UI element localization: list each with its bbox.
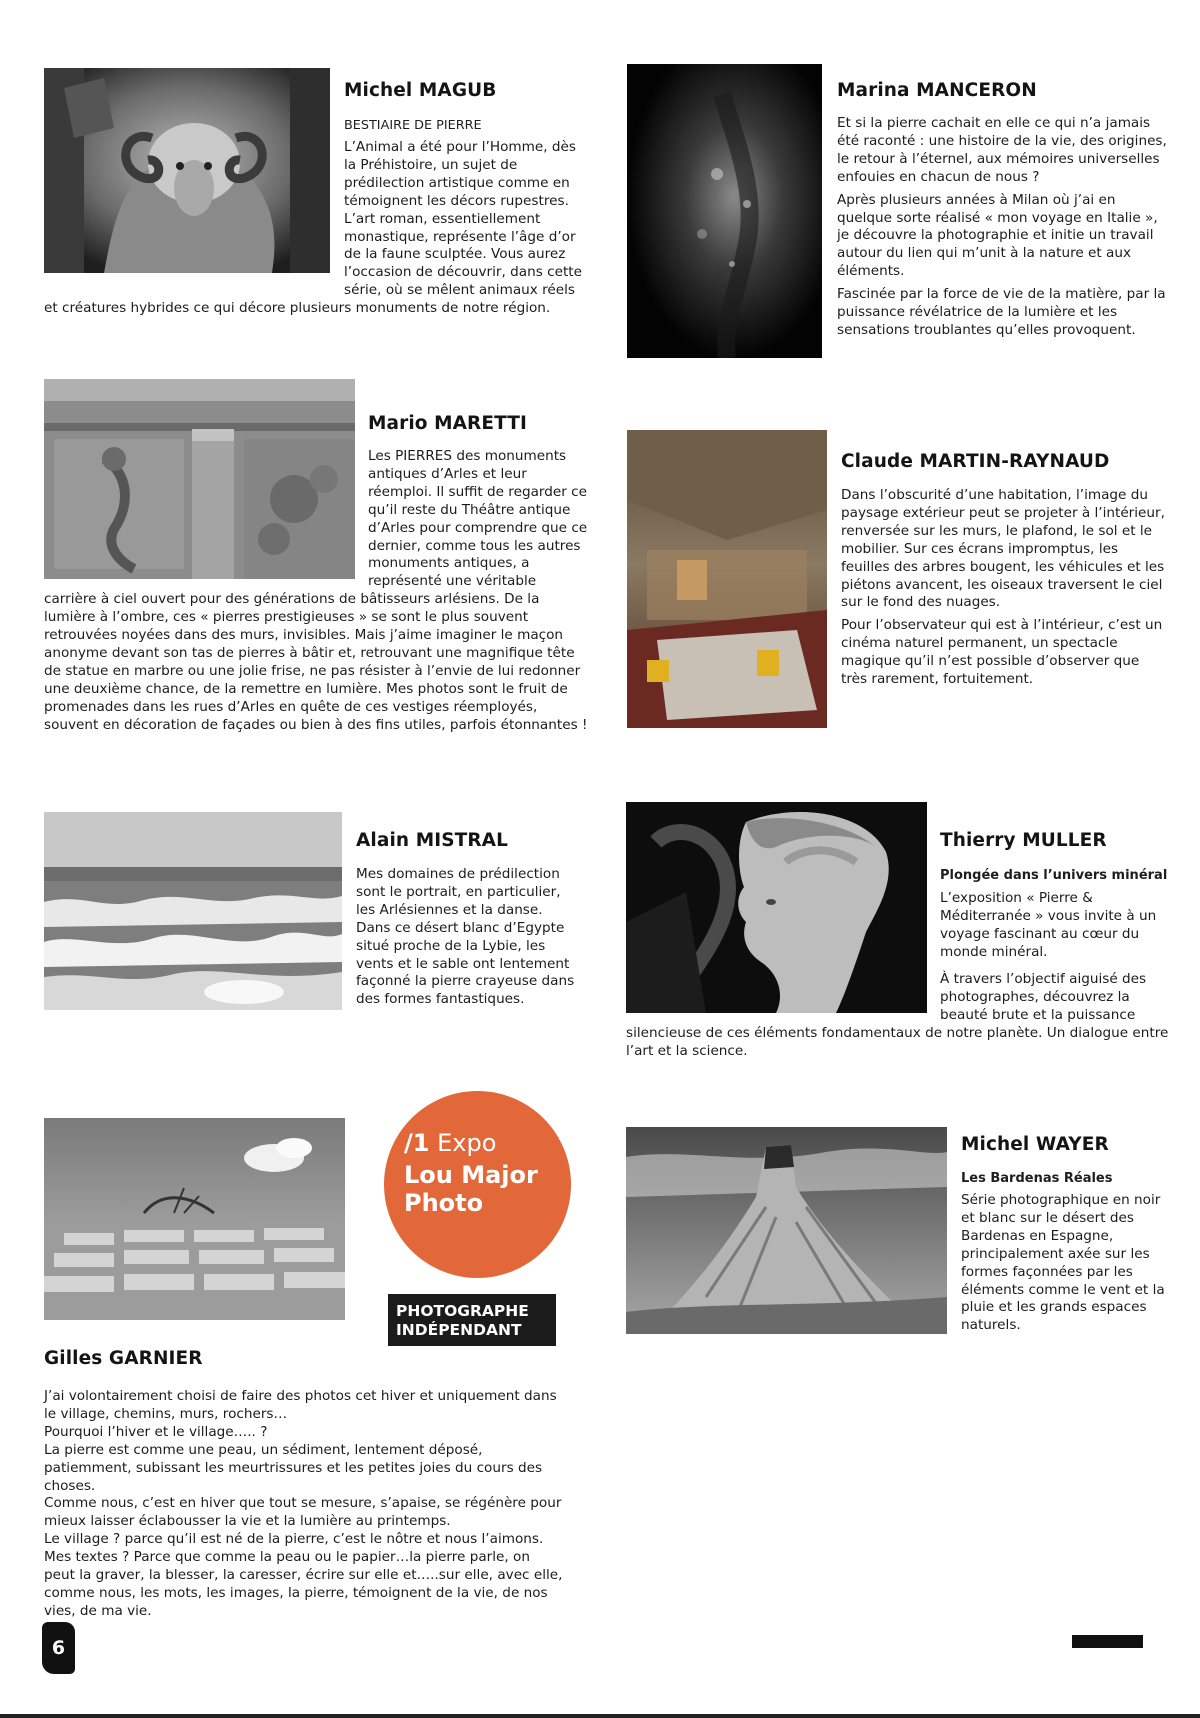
- photo-wayer-bardenas-butte: [626, 1127, 947, 1334]
- photographer-text-martin-raynaud: [841, 487, 1166, 694]
- garnier-line: La pierre est comme une peau, un sédiment, lentement déposé, patiemment, subissant les meurtrissures et les petites joies du cours des choses.: [44, 1441, 543, 1494]
- photographer-text-muller-p2-body: À travers l’objectif aiguisé des photographes, découvrez la beauté brute et la puissance silencieuse de ces éléments fondamentaux de notre planète. Un dialogue entre l’art et la science.: [626, 971, 1169, 1059]
- garnier-line: J’ai volontairement choisi de faire des photos cet hiver et uniquement dans le village, chemins, murs, rochers…: [44, 1388, 557, 1422]
- page-number: 6: [42, 1622, 75, 1674]
- photographer-subtitle-wayer: Les Bardenas Réales: [961, 1171, 1113, 1186]
- photographer-name-maretti: Mario MARETTI: [368, 413, 527, 434]
- martin-raynaud-paragraph: Pour l’observateur qui est à l’intérieur, c’est un cinéma naturel permanent, un spectacle magique qu’il n’est possible d’observer que très rarement, fortuitement.: [841, 617, 1163, 688]
- photo-garnier-winter-village: [44, 1118, 345, 1320]
- photographer-name-wayer: Michel WAYER: [961, 1134, 1109, 1155]
- manceron-paragraph: Après plusieurs années à Milan où j’ai en quelque sorte réalisé « mon voyage en Italie », je découvre la photographie et initie un travail autour du lien qui m’unit à la nature et aux éléments.: [837, 191, 1158, 280]
- photographer-text-garnier: [44, 1388, 564, 1621]
- manceron-paragraph: Fascinée par la force de vie de la matière, par la puissance révélatrice de la lumière et les sensations troublantes qu’elles provoquent.: [837, 286, 1166, 338]
- status-badge-line2: INDÉPENDANT: [396, 1321, 522, 1339]
- manceron-paragraph: Et si la pierre cachait en elle ce qui n’a jamais été raconté : une histoire de la vie, des origines, le retour à l’éternel, aux mémoires universelles enfouies en chacun de nous ?: [837, 115, 1167, 185]
- photo-manceron-dark-stone: [627, 64, 822, 358]
- expo-badge-word: Expo: [437, 1129, 497, 1157]
- status-badge: [388, 1294, 556, 1346]
- photographer-text-muller-p1: L’exposition « Pierre & Méditerranée » vous invite à un voyage fascinant au cœur du monde minéral.: [940, 890, 1157, 960]
- photographer-text-magub-body: L’Animal a été pour l’Homme, dès la Préhistoire, un sujet de prédilection artistique comme en témoignent les décors rupestres. L’art roman, essentiellement monastique, représente l’âge d’or de la faune sculptée. Vous aurez l’occasion de découvrir, dans cette série, où se mêlent animaux réels et créatures hybrides ce qui décore plusieurs monuments de notre région.: [44, 139, 582, 317]
- photographer-text-muller-p2: [626, 971, 1172, 1061]
- expo-badge-line2: Lou Major: [404, 1161, 538, 1189]
- photographer-text-wayer: Série photographique en noir et blanc sur le désert des Bardenas en Espagne, principalement axée sur les formes façonnées par les éléments comme le vent et la pluie et les grands espaces naturels.: [961, 1192, 1165, 1334]
- photo-martin-raynaud-camera-obscura: [627, 430, 827, 728]
- photographer-text-magub: [44, 139, 584, 318]
- garnier-line: Le village ? parce qu’il est né de la pierre, c’est le nôtre et nous l’aimons.: [44, 1531, 544, 1548]
- photo-mistral-white-desert: [44, 812, 342, 1010]
- photographer-name-garnier: Gilles GARNIER: [44, 1348, 203, 1369]
- photographer-name-mistral: Alain MISTRAL: [356, 830, 508, 851]
- expo-badge-number: /1: [404, 1129, 430, 1157]
- bottom-border: [0, 1714, 1200, 1718]
- photographer-name-martin-raynaud: Claude MARTIN-RAYNAUD: [841, 451, 1110, 472]
- garnier-line: Pourquoi l’hiver et le village….. ?: [44, 1423, 268, 1440]
- status-badge-line1: PHOTOGRAPHE: [396, 1302, 529, 1320]
- photographer-text-mistral: Mes domaines de prédilection sont le portrait, en particulier, les Arlésiennes et la danse. Dans ce désert blanc d’Egypte situé proche de la Lybie, les vents et le sable ont lentement façonné la pierre crayeuse dans des formes fantastiques.: [356, 866, 575, 1008]
- footer-bar: [1072, 1635, 1143, 1648]
- garnier-line: Comme nous, c’est en hiver que tout se mesure, s’apaise, se régénère pour mieux laisser éclabousser la vie et la lumière au printemps.: [44, 1495, 562, 1530]
- expo-badge: [384, 1091, 571, 1278]
- garnier-line: Mes textes ? Parce que comme la peau ou le papier…la pierre parle, on peut la graver, la blesser, la caresser, écrire sur elle et…..sur elle, avec elle, comme nous, les mots, les images, la pierre, témoignent de la vie, de nos vies, de ma vie.: [44, 1549, 563, 1619]
- martin-raynaud-paragraph: Dans l’obscurité d’une habitation, l’image du paysage extérieur peut se projeter à l’intérieur, renversée sur les murs, le plafond, le sol et le mobilier. Sur ces écrans impromptus, les feuilles des arbres bougent, les véhicules et les piétons avancent, les oiseaux traversent le ciel sur le fond des nuages.: [841, 487, 1165, 611]
- photographer-text-maretti: [44, 448, 589, 735]
- photographer-text-manceron: [837, 115, 1167, 345]
- photographer-name-manceron: Marina MANCERON: [837, 80, 1037, 101]
- expo-badge-line3: Photo: [404, 1189, 484, 1217]
- photographer-name-muller: Thierry MULLER: [940, 830, 1107, 851]
- photographer-subtitle-magub: BESTIAIRE DE PIERRE: [344, 118, 482, 133]
- photographer-subtitle-muller: Plongée dans l’univers minéral: [940, 868, 1168, 883]
- photographer-text-maretti-body: Les PIERRES des monuments antiques d’Arles et leur réemploi. Il suffit de regarder ce qu’il reste du Théâtre antique d’Arles pour comprendre que ce dernier, comme tous les autres monuments antiques, a représenté une véritable carrière à ciel ouvert pour des générations de bâtisseurs arlésiens. De la lumière à l’ombre, ces « pierres prestigieuses » se sont le plus souvent retrouvées noyées dans des murs, invisibles. Mais j’aime imaginer le maçon anonyme devant son tas de pierres à bâtir et, retrouvant une magnifique tête de statue en marbre ou une jolie frise, ne pas résister à l’envie de lui redonner une deuxième chance, de la remettre en lumière. Mes photos sont le fruit de promenades dans les rues d’Arles en quête de ces vestiges réemployés, souvent en décoration de façades ou bien à des fins utiles, parfois étonnantes !: [44, 448, 588, 733]
- photographer-name-magub: Michel MAGUB: [344, 80, 497, 101]
